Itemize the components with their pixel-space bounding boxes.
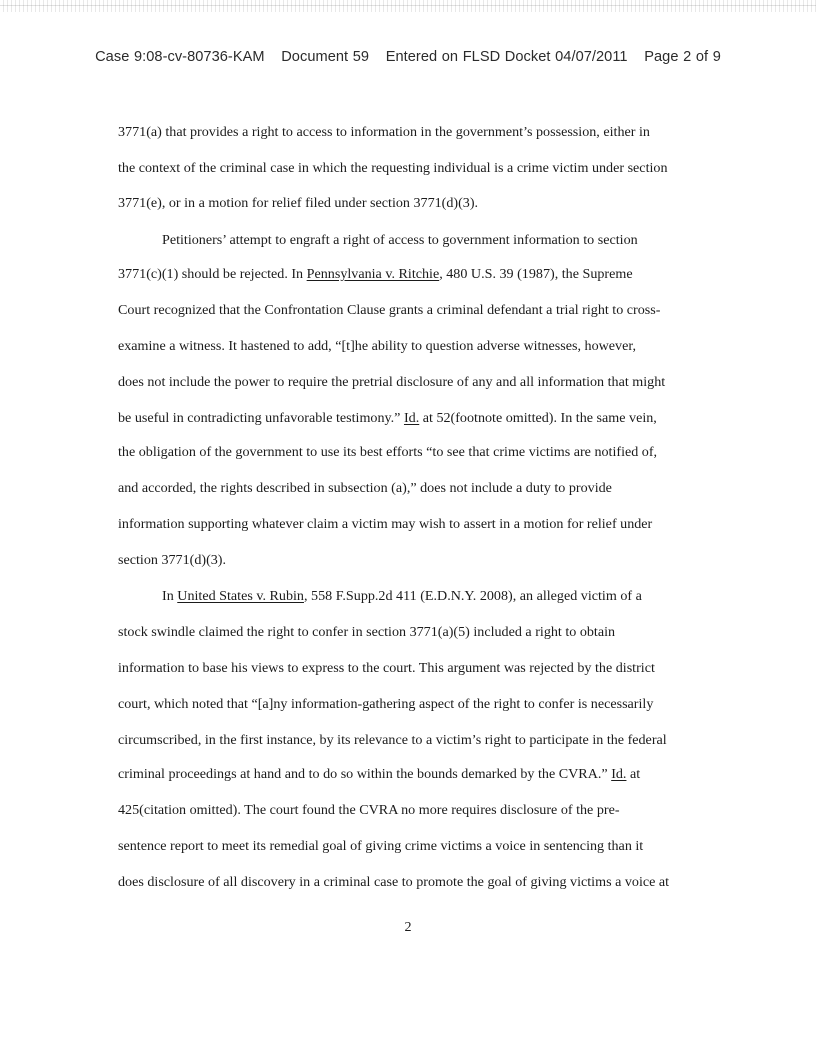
text-segment: be useful in contradicting unfavorable testimony.” xyxy=(118,410,404,426)
text-segment: , 480 U.S. 39 (1987), the Supreme xyxy=(439,266,633,282)
body-line xyxy=(118,660,655,676)
body-line xyxy=(118,338,636,354)
text-segment: information supporting whatever claim a victim may wish to assert in a motion for relief under xyxy=(118,516,653,532)
document-number: Document 59 xyxy=(281,49,370,65)
body-line xyxy=(118,732,667,748)
body-line xyxy=(118,838,643,854)
text-segment: 3771(a) that provides a right to access to information in the government’s possession, either in xyxy=(118,124,650,140)
body-line xyxy=(118,696,653,712)
body-line xyxy=(118,444,657,460)
page-indicator: Page 2 of 9 xyxy=(644,49,721,65)
case-citation: United States v. Rubin xyxy=(177,588,304,604)
body-line xyxy=(162,232,638,248)
body-line xyxy=(118,266,633,282)
case-citation: Id. xyxy=(611,766,627,782)
text-segment: at 52(footnote omitted). In the same vein, xyxy=(419,410,657,426)
text-segment: 425(citation omitted). The court found the CVRA no more requires disclosure of the pre- xyxy=(118,802,620,818)
case-citation: Pennsylvania v. Ritchie xyxy=(306,266,440,282)
text-segment: section 3771(d)(3). xyxy=(118,552,227,568)
text-segment: examine a witness. It hastened to add, “[t]he ability to question adverse witnesses, however, xyxy=(118,338,637,354)
page-number: 2 xyxy=(404,919,412,935)
text-segment: In xyxy=(162,588,178,604)
text-segment: Court recognized that the Confrontation Clause grants a criminal defendant a trial right to cross- xyxy=(118,302,661,318)
body-line xyxy=(118,624,615,640)
case-citation: Id. xyxy=(403,410,420,426)
text-segment: does not include the power to require the pretrial disclosure of any and all information that might xyxy=(118,374,666,390)
body-line xyxy=(118,124,650,140)
body-line xyxy=(118,160,668,176)
docket-entry: Entered on FLSD Docket 04/07/2011 xyxy=(385,49,628,65)
body-line xyxy=(118,480,612,496)
body-line xyxy=(118,195,478,211)
text-segment: the obligation of the government to use its best efforts “to see that crime victims are notified of, xyxy=(118,444,658,460)
body-line xyxy=(118,552,226,568)
text-segment: criminal proceedings at hand and to do so within the bounds demarked by the CVRA.” xyxy=(118,766,612,782)
text-segment: the context of the criminal case in which the requesting individual is a crime victim under section xyxy=(118,160,668,176)
text-segment: circumscribed, in the first instance, by its relevance to a victim’s right to participate in the federal xyxy=(118,732,667,748)
scan-artifact-strip xyxy=(0,0,816,12)
body-line xyxy=(118,516,652,532)
body-line xyxy=(118,302,660,318)
text-segment: 3771(c)(1) should be rejected. In xyxy=(118,266,307,282)
body-line xyxy=(118,410,657,426)
text-segment: sentence report to meet its remedial goal of giving crime victims a voice in sentencing than it xyxy=(118,838,644,854)
case-number: Case 9:08-cv-80736-KAM xyxy=(95,49,265,65)
text-segment: , 558 F.Supp.2d 411 (E.D.N.Y. 2008), an alleged victim of a xyxy=(303,588,642,604)
text-segment: does disclosure of all discovery in a criminal case to promote the goal of giving victims a voice at xyxy=(118,874,670,890)
body-line xyxy=(118,874,669,890)
body-line xyxy=(118,802,620,818)
text-segment: 3771(e), or in a motion for relief filed under section 3771(d)(3). xyxy=(118,195,479,211)
body-line xyxy=(118,374,665,390)
text-segment: information to base his views to express to the court. This argument was rejected by the district xyxy=(118,660,655,676)
docket-header xyxy=(0,49,816,65)
body-line xyxy=(162,588,642,604)
body-line xyxy=(118,766,640,782)
text-segment: Petitioners’ attempt to engraft a right of access to government information to section xyxy=(162,232,638,248)
text-segment: at xyxy=(626,766,641,782)
text-segment: stock swindle claimed the right to confer in section 3771(a)(5) included a right to obtain xyxy=(118,624,616,640)
text-segment: court, which noted that “[a]ny information-gathering aspect of the right to confer is necessarily xyxy=(118,696,654,712)
text-segment: and accorded, the rights described in subsection (a),” does not include a duty to provide xyxy=(118,480,612,496)
